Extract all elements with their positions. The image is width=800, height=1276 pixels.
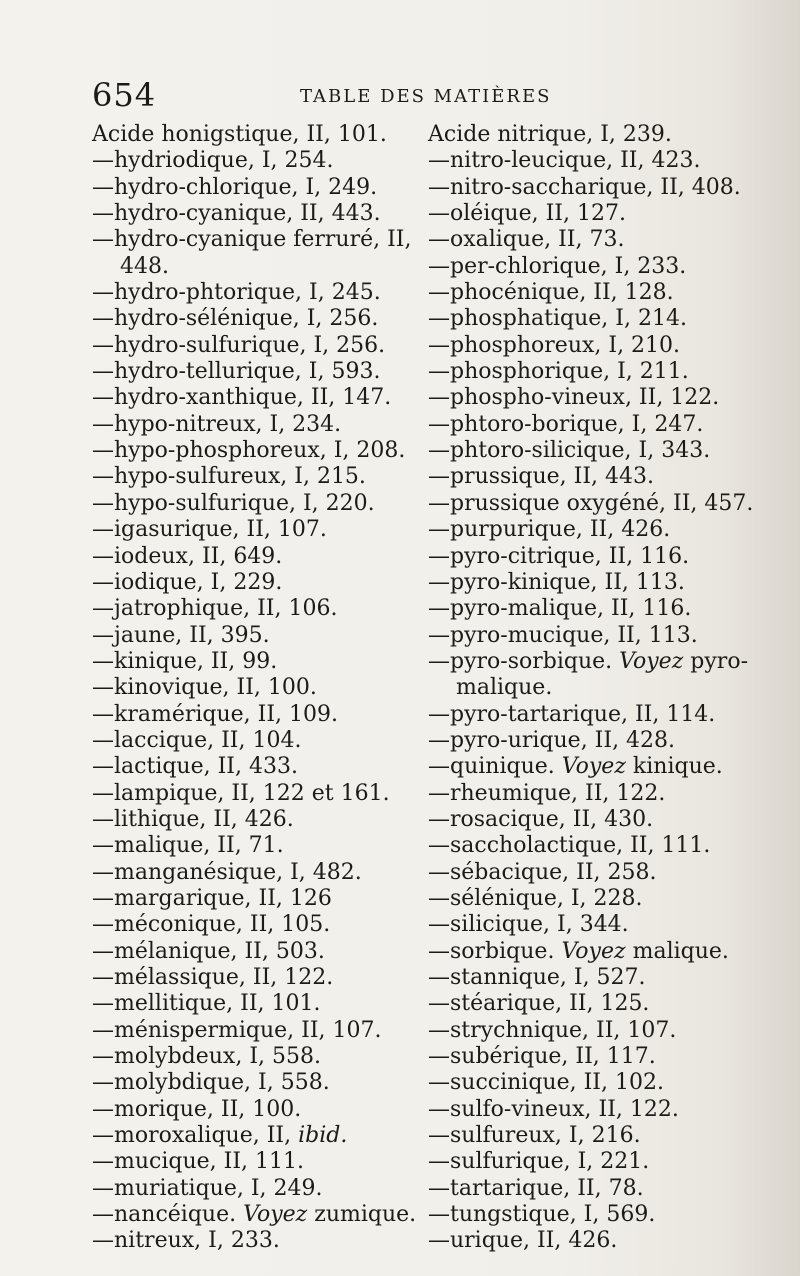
- index-entry: —molybdeux, I, 558.: [92, 1044, 321, 1070]
- index-entry: —manganésique, I, 482.: [92, 859, 362, 885]
- index-entry: —subérique, II, 117.: [428, 1044, 656, 1070]
- index-entry: —phosphoreux, I, 210.: [428, 332, 681, 358]
- index-entry: —oxalique, II, 73.: [428, 227, 625, 253]
- index-entry: —silicique, I, 344.: [428, 912, 629, 938]
- index-entry: —tungstique, I, 569.: [428, 1202, 656, 1228]
- index-entry: —strychnique, II, 107.: [428, 1017, 677, 1043]
- entry-text: —moroxalique, II,: [92, 1123, 299, 1149]
- index-entry: —malique, II, 71.: [92, 833, 284, 859]
- index-entry: —succinique, II, 102.: [428, 1070, 664, 1096]
- page-header: [92, 76, 712, 116]
- index-entry: —laccique, II, 104.: [92, 727, 302, 753]
- index-entry: —nitreux, I, 233.: [92, 1228, 280, 1254]
- index-entry: —igasurique, II, 107.: [92, 517, 327, 543]
- index-entry: —prussique oxygéné, II, 457.: [428, 490, 754, 516]
- entry-italic-voyez: Voyez: [243, 1202, 308, 1228]
- index-entry: —nitro-leucique, II, 423.: [428, 148, 701, 174]
- index-entry: —molybdique, I, 558.: [92, 1070, 330, 1096]
- index-entry: —lithique, II, 426.: [92, 806, 294, 832]
- index-entry: —phosphatique, I, 214.: [428, 306, 687, 332]
- index-entry: —pyro-citrique, II, 116.: [428, 543, 690, 569]
- page-number: 654: [92, 76, 157, 114]
- index-entry: [428, 649, 758, 675]
- index-entry: —hypo-phosphoreux, I, 208.: [92, 438, 406, 464]
- index-entry: —nitro-saccharique, II, 408.: [428, 174, 741, 200]
- index-entry: —kinique, II, 99.: [92, 648, 278, 674]
- index-entry: —tartarique, II, 78.: [428, 1175, 644, 1201]
- index-entry: —pyro-mucique, II, 113.: [428, 622, 698, 648]
- index-entry: —hydro-cyanique ferruré, II,: [92, 227, 412, 253]
- index-entry: [92, 1202, 422, 1228]
- index-entry: —per-chlorique, I, 233.: [428, 253, 687, 279]
- entry-text: —nancéique.: [92, 1202, 244, 1228]
- index-entry: —purpurique, II, 426.: [428, 517, 671, 543]
- index-entry: —mélanique, II, 503.: [92, 938, 325, 964]
- index-entry: —urique, II, 426.: [428, 1228, 618, 1254]
- index-entry: —lactique, II, 433.: [92, 754, 298, 780]
- entry-text-kinique: kinique.: [625, 754, 723, 780]
- index-entry: —hydro-cyanique, II, 443.: [92, 201, 381, 227]
- index-entry: —sébacique, II, 258.: [428, 859, 657, 885]
- index-entry: —hypo-sulfurique, I, 220.: [92, 490, 375, 516]
- index-entry: —margarique, II, 126: [92, 885, 332, 911]
- entry-text: —sorbique.: [428, 938, 562, 964]
- index-entry: —morique, II, 100.: [92, 1096, 302, 1122]
- index-entry: —pyro-kinique, II, 113.: [428, 569, 685, 595]
- index-entry: —jaune, II, 395.: [92, 622, 270, 648]
- index-entry: —mellitique, II, 101.: [92, 991, 321, 1017]
- index-entry: —phtoro-silicique, I, 343.: [428, 438, 711, 464]
- index-entry: —sulfurique, I, 221.: [428, 1149, 650, 1175]
- index-entry: —hydro-xanthique, II, 147.: [92, 385, 392, 411]
- entry-text-zumique: zumique.: [307, 1202, 417, 1228]
- index-entry: —hydro-phtorique, I, 245.: [92, 280, 381, 306]
- index-entry: —méconique, II, 105.: [92, 912, 331, 938]
- index-entry: —hydriodique, I, 254.: [92, 148, 334, 174]
- index-entry: [428, 939, 758, 965]
- index-entry: —kramérique, II, 109.: [92, 701, 339, 727]
- index-entry-continuation: malique.: [456, 675, 553, 701]
- left-column: [92, 122, 422, 1255]
- index-entry: —muriatique, I, 249.: [92, 1175, 323, 1201]
- index-entry: —iodique, I, 229.: [92, 569, 283, 595]
- index-entry: —phospho-vineux, II, 122.: [428, 385, 720, 411]
- index-entry: —hydro-chlorique, I, 249.: [92, 174, 378, 200]
- index-entry: —stannique, I, 527.: [428, 965, 646, 990]
- index-entry: —sélénique, I, 228.: [428, 885, 643, 911]
- index-entry: —pyro-urique, II, 428.: [428, 727, 676, 753]
- index-entry: —hydro-tellurique, I, 593.: [92, 359, 381, 385]
- index-entry: —oléique, II, 127.: [428, 201, 626, 227]
- index-entry: —sulfureux, I, 216.: [428, 1123, 641, 1149]
- index-entry: —hydro-sulfurique, I, 256.: [92, 332, 386, 358]
- index-entry: —rosacique, II, 430.: [428, 806, 654, 832]
- index-entry: —phocénique, II, 128.: [428, 280, 674, 306]
- index-entry: —mucique, II, 111.: [92, 1149, 304, 1175]
- index-entry: —pyro-tartarique, II, 114.: [428, 701, 716, 727]
- entry-italic-voyez: Voyez: [561, 938, 626, 964]
- index-entry: —jatrophique, II, 106.: [92, 596, 338, 622]
- index-entry-continuation: 448.: [120, 253, 169, 279]
- index-entry: —stéarique, II, 125.: [428, 991, 650, 1017]
- index-entry: —kinovique, II, 100.: [92, 675, 317, 701]
- index-entry: —saccholactique, II, 111.: [428, 833, 711, 859]
- index-entry: —sulfo-vineux, II, 122.: [428, 1096, 679, 1122]
- running-head: TABLE DES MATIÈRES: [300, 86, 552, 107]
- index-entry: —hydro-sélénique, I, 256.: [92, 306, 379, 332]
- index-entry: —pyro-malique, II, 116.: [428, 596, 692, 622]
- index-entry: —ménispermique, II, 107.: [92, 1017, 382, 1043]
- index-entry: —mélassique, II, 122.: [92, 965, 334, 990]
- right-column: [428, 122, 758, 1255]
- entry-text-pyro: pyro-: [683, 648, 748, 674]
- entry-italic-voyez: Voyez: [619, 648, 684, 674]
- index-entry: [428, 754, 758, 780]
- entry-text: —quinique.: [428, 754, 562, 780]
- index-entry: —rheumique, II, 122.: [428, 780, 666, 806]
- index-entry: [92, 1123, 422, 1149]
- index-entry: Acide honigstique, II, 101.: [92, 122, 387, 147]
- entry-italic-ibid: ibid.: [298, 1123, 348, 1149]
- entry-italic-voyez: Voyez: [561, 754, 626, 780]
- index-entry: —phosphorique, I, 211.: [428, 359, 689, 385]
- entry-text: —pyro-sorbique.: [428, 648, 620, 674]
- index-entry: —lampique, II, 122 et 161.: [92, 780, 390, 806]
- index-entry: —prussique, II, 443.: [428, 464, 654, 490]
- index-entry: Acide nitrique, I, 239.: [428, 122, 672, 147]
- index-entry: —phtoro-borique, I, 247.: [428, 411, 704, 437]
- entry-text-malique: malique.: [625, 938, 729, 964]
- index-entry: —iodeux, II, 649.: [92, 543, 283, 569]
- index-entry: —hypo-sulfureux, I, 215.: [92, 464, 366, 490]
- index-entry: —hypo-nitreux, I, 234.: [92, 411, 342, 437]
